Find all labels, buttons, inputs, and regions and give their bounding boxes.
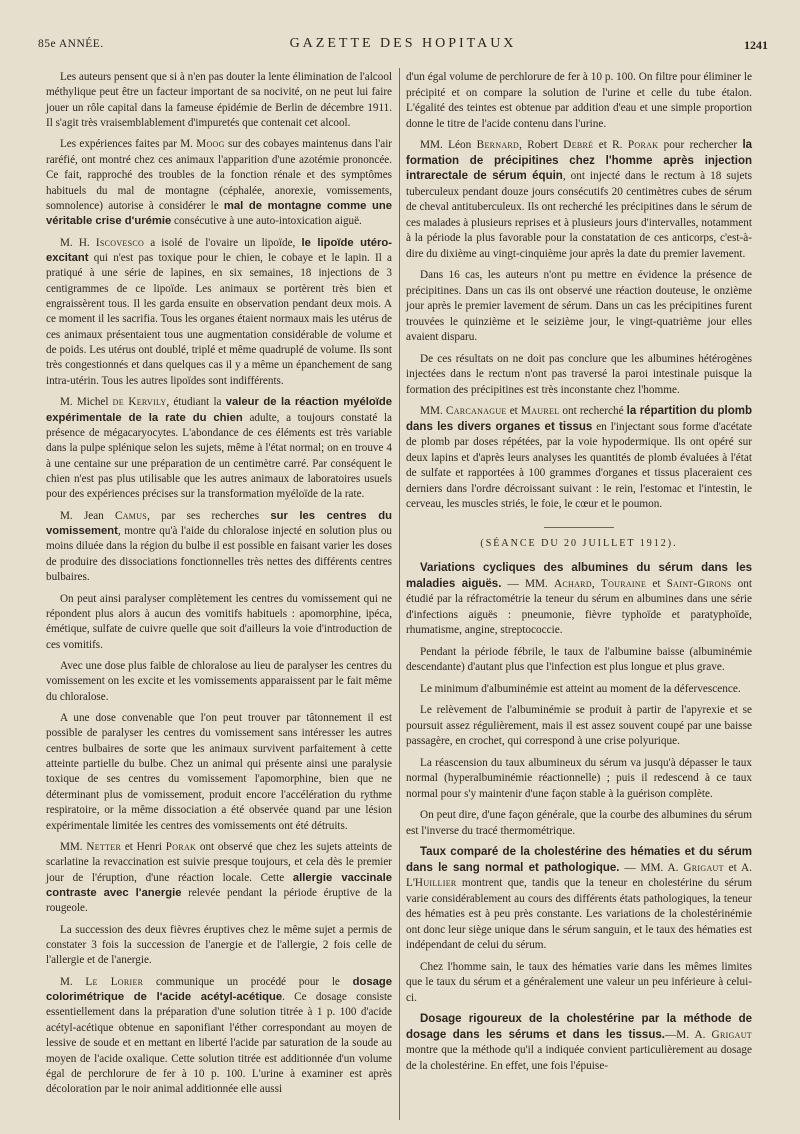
- text-run: , étudiant la: [166, 396, 226, 409]
- text-run: montrent que, tandis que la teneur en cholestérine du sérum varie considérablement au cours des différents états pathologiques, la teneur des hématies est à peu près constante. Les variations de la cholestérinémie ont donc leur siège unique dans le sérum sanguin, et le taux des hématies est indépendant de celui du sérum.: [406, 877, 752, 951]
- text-run: M. Jean: [60, 509, 115, 522]
- text-run: pour rechercher: [658, 139, 743, 151]
- paragraph: [46, 137, 392, 229]
- session-date: (SÉANCE DU 20 JUILLET 1912).: [480, 537, 678, 549]
- author-name: Maurel: [520, 405, 560, 417]
- session-heading: [406, 527, 752, 552]
- text-run: et Henri: [121, 840, 166, 853]
- highlighted-topic: mal de montagne comme une véritable crise d'urémie: [46, 199, 392, 228]
- highlighted-topic: dosage colorimétrique de l'acide acétyl-acétique: [46, 975, 392, 1004]
- paragraph: Le relèvement de l'albuminémie se produit à partir de l'apyrexie et se poursuit assez régulièrement, mais il est assez souvent coupé par une baisse passagère, en crochet, qui correspond à une crise polyurique.: [406, 704, 752, 747]
- paragraph: [406, 1012, 752, 1074]
- text-run: et R.: [593, 139, 628, 151]
- text-run: adulte, a toujours constaté la présence de mégacaryocytes. L'abondance de ces éléments est très variable dans la pulpe splénique selon les sujets, même à l'état normal; on en trouve 4 à une centaine sur une préparation de un centimètre carré. Par conséquent le chien n'est pas plus utilisable que les autres animaux de laboratoires usuels pour des expériences précises sur la transformation myéloïde de la rate.: [46, 411, 392, 501]
- text-run: qui n'est pas toxique pour le chien, le cobaye et le lapin. Il a pratiqué à une série de lapines, en six semaines, 18 injections de 3 centigrammes de ce lipoïde. Les animaux se portèrent très bien et engraissèrent tous. Il les garda ensuite en observation pendant deux mois. A ce moment il les sacrifia. Tous les organes étaient normaux mais les utérus de ces animaux présentaient tous une augmentation considérable de volume et de poids. Les utérus ont doublé, triplé et même quadruplé de volume. Ils sont très congestionnés et dans quelques cas il y a même un épanchement de sang intra-utérin. Tous les autres lipoïdes sont indifférents.: [46, 251, 392, 387]
- paragraph: [406, 138, 752, 262]
- paragraph: Avec une dose plus faible de chloralose au lieu de paralyser les centres du vomissement on les excite et les vomissements apparaissent par le fait même du chloralose.: [46, 659, 392, 703]
- section-heading: Variations cycliques des albumines du sérum dans les maladies aiguës.: [406, 562, 752, 590]
- paragraph: [46, 840, 392, 917]
- highlighted-topic: la formation de précipitines chez l'homme après injection intrarectale de sérum équin: [406, 139, 753, 182]
- paragraph: [406, 845, 752, 954]
- author-name: Grigaut: [711, 1028, 752, 1041]
- author-name: Achard: [553, 577, 592, 590]
- author-name: Debré: [563, 139, 594, 151]
- highlighted-topic: sur les centres du vomissement: [46, 509, 392, 538]
- right-column: [406, 70, 752, 1080]
- author-name: Iscovesco: [95, 236, 145, 249]
- author-name: Touraine: [600, 577, 647, 590]
- text-run: M. Michel: [60, 396, 113, 409]
- paragraph: [46, 509, 392, 586]
- author-name: Camus: [115, 509, 148, 522]
- paragraph: d'un égal volume de perchlorure de fer à 10 p. 100. On filtre pour éliminer le précipité et on compare la solution de l'urine et celle du tube étalon. L'égalité des teintes est obtenue par addition d'eau et une simple proportion donne le titre de l'acide contenu dans l'urine.: [406, 71, 752, 130]
- section-heading: Taux comparé de la cholestérine des hématies et du sérum dans le sang normal et pathologique.: [406, 846, 752, 874]
- paragraph: Les auteurs pensent que si à n'en pas douter la lente élimination de l'alcool méthylique peut être un facteur important de sa nocivité, on ne peut lui faire jouer un rôle capital dans la fameuse épidémie de Berlin de décembre 1911. Il s'agit très vraisemblablement d'impuretés que contenait cet alcool.: [46, 71, 392, 130]
- paragraph: [406, 404, 752, 513]
- author-name: Le Lorier: [85, 975, 144, 988]
- text-run: — MM.: [501, 577, 554, 590]
- paragraph: Le minimum d'albuminémie est atteint au moment de la défervescence.: [420, 682, 741, 695]
- text-run: , par ses recherches: [147, 509, 271, 522]
- text-run: relevée pendant la période éruptive de la rougeole.: [46, 886, 392, 915]
- paragraph: Chez l'homme sain, le taux des hématies varie dans les mêmes limites que le taux du sérum et a généralement une valeur un peu inférieure à celui-ci.: [406, 960, 752, 1004]
- text-run: Les expériences faites par M.: [60, 138, 197, 151]
- author-name: Porak: [165, 840, 197, 853]
- paragraph: [406, 561, 752, 639]
- text-run: sur des cobayes maintenus dans l'air raréfié, ont montré chez ces animaux l'apparition d'une azotémie prononcée. Ce fait, rapproché des troubles de la fonction rénale et des symptômes habituels du mal de montagne (céphalée, anorexie, vomissements, somnolence) autorise à considérer le: [46, 138, 392, 212]
- author-name: Netter: [86, 840, 122, 853]
- text-run: a isolé de l'ovaire un lipoïde,: [144, 236, 302, 249]
- page-number: 1241: [744, 38, 768, 52]
- paragraph: On peut dire, d'une façon générale, que la courbe des albumines du sérum est l'inverse du tracé thermométrique.: [406, 809, 752, 837]
- paragraph: La succession des deux fièvres éruptives chez le même sujet a permis de constater 3 fois la succession de l'anergie et de l'allergie, 2 fois celle de l'allergie et de l'anergie.: [46, 923, 392, 967]
- section-heading: Dosage rigoureux de la cholestérine par la méthode de dosage dans les sérums et dans les tissus.: [406, 1013, 752, 1041]
- text-run: M. H.: [60, 236, 96, 249]
- text-run: et: [646, 577, 667, 590]
- paragraph: La réascension du taux albumineux du sérum va jusqu'à dépasser le taux normal (hyperalbuminémie réactionnelle) ; puis il redescend à ce taux normal pour s'y maintenir d'une façon stable à la guérison complète.: [406, 756, 752, 800]
- text-run: MM. Léon: [420, 139, 477, 151]
- issue-year: 85e ANNÉE.: [38, 38, 104, 50]
- page-header: [38, 38, 768, 56]
- text-run: et: [506, 405, 521, 417]
- text-run: et A. L': [406, 861, 752, 889]
- paragraph: De ces résultats on ne doit pas conclure que les albumines hétérogènes injectées dans le rectum n'ont pas traversé la paroi intestinale puisque la formation des précipitines est très inconstante chez l'homme.: [406, 352, 752, 396]
- paragraph: [46, 975, 392, 1098]
- paragraph: A une dose convenable que l'on peut trouver par tâtonnement il est possible de paralyser les centres du vomissement sans intéresser les autres centres bulbaires de sorte que les animaux survivent parfaitement à cette atteinte partielle du bulbe. Chez un animal qui présente ainsi une paralysie toxique de ses centres du vomissement l'apomorphine, bien que ne déterminant plus de vomissement, produit encore l'accélération du rythme respiratoire, or la même dissociation a été observée quand par une lésion expérimentale limitée les centres des vomissements ont été détruits.: [46, 712, 392, 832]
- text-run: MM.: [420, 405, 446, 417]
- author-name: Bernard: [476, 139, 520, 151]
- author-name: de Kervily: [112, 396, 167, 409]
- text-run: communique un procédé pour le: [143, 975, 353, 988]
- divider: [544, 527, 614, 528]
- left-column: [46, 70, 392, 1104]
- text-run: en l'injectant sous forme d'acétate de plomb par doses répétées, par la voie hypodermique. Ils ont opéré sur deux lapins et d'après leurs analyses les quantités de plomb évaluées à l'état de sulfate et rapportées à 100 grammes d'organes et tissus placeraient ces derniers dans l'ordre décroissant suivant : le rein, l'estomac et l'intestin, le cerveau, les muscles striés, le foie, le cœur et le poumon.: [406, 420, 752, 510]
- highlighted-topic: allergie vaccinale contraste avec l'anergie: [46, 871, 393, 899]
- text-run: —M. A.: [664, 1028, 712, 1041]
- text-run: montre que la méthode qu'il a indiquée convient particulièrement au dosage de la cholestérine. En effet, une fois l'épuise-: [406, 1044, 752, 1072]
- author-name: Moog: [196, 138, 225, 151]
- text-run: — MM. A.: [619, 861, 684, 874]
- text-run: consécutive à une auto-intoxication aiguë.: [171, 215, 362, 228]
- author-name: Grigaut: [683, 861, 724, 874]
- journal-title: GAZETTE DES HOPITAUX: [289, 36, 517, 51]
- author-name: Huillier: [414, 877, 457, 889]
- text-run: , montre qu'à l'aide du chloralose injecté en solution plus ou moins diluée dans la région du bulbe il est possible en faisant varier les doses de produire des dissociations fonctionnelles très nettes des différents centres bulbaires.: [46, 525, 392, 584]
- text-run: ont recherché: [559, 405, 627, 417]
- paragraph: Dans 16 cas, les auteurs n'ont pu mettre en évidence la présence de précipitines. Dans un cas ils ont observé une réaction douteuse, le onzième jour après le premier lavement de sérum. Dans un cas les précipitines furent trouvées le quinzième et le seizième jour, le vingt-quatrième jour elles avaient disparu.: [406, 269, 752, 343]
- text-run: ont observé que chez les sujets atteints de scarlatine la revaccination est suivie presque toujours, et cela dès le premier jour de l'éruption, d'une réaction locale. Cette: [46, 840, 392, 884]
- paragraph: [46, 236, 392, 390]
- author-name: Carcanague: [445, 405, 507, 417]
- text-run: , Robert: [519, 139, 564, 151]
- text-run: M.: [60, 975, 86, 988]
- highlighted-topic: le lipoïde utéro-excitant: [46, 236, 392, 264]
- text-run: , ont injecté dans le rectum à 18 sujets tuberculeux pendant douze jours consécutifs 20 centimètres cubes de sérum de cheval antituberculeux. Ils ont recherché les précipitines dans le sérum de ces malades à plusieurs reprises et à plusieurs jours d'intervalles, notamment à la période la plus favorable pour la constatation de ces anticorps, c'est-à-dire du dixième au vingt-cinquième jour après la date du premier lavement.: [406, 170, 753, 260]
- highlighted-topic: valeur de la réaction myéloïde expérimentale de la rate du chien: [46, 396, 392, 424]
- text-run: . Ce dosage consiste essentiellement dans la préparation d'une solution titrée à 1 p. 100 d'acide acétyl-acétique obtenue en saponifiant l'éther correspondant au moyen de lessive de soude et en mettant en liberté l'acide par saturation de la soude au moyen de l'acide oxalique. Cette solution titrée est additionnée d'un volume égal de perchlorure de fer à 10 p. 100. L'urine à examiner est après décoloration par le noir animal additionnée elle aussi: [46, 991, 392, 1096]
- paragraph: [46, 395, 392, 503]
- text-run: ,: [591, 577, 601, 590]
- paragraph: On peut ainsi paralyser complètement les centres du vomissement qui ne répondent plus alors à aucun des vomitifs habituels : apomorphine, ipéca, émétique, sulfate de cuivre quelle que soit d'ailleurs la voie d'introduction de ces vomitifs.: [46, 592, 392, 651]
- author-name: Saint-Girons: [666, 577, 732, 590]
- paragraph: Pendant la période fébrile, le taux de l'albumine baisse (albuminémie descendante) d'autant plus que l'infection est plus longue et plus grave.: [406, 645, 752, 673]
- text-run: ont étudié par la réfractométrie la teneur du sérum en albumines dans une série d'infections aiguës : pneumonie, fièvre typhoïde et paratyphoïde, rhumatisme, angine, streptococcie.: [406, 577, 753, 636]
- highlighted-topic: la répartition du plomb dans les divers organes et tissus: [406, 405, 753, 433]
- author-name: Porak: [627, 139, 659, 151]
- column-divider: [399, 68, 400, 1120]
- text-run: MM.: [60, 840, 87, 853]
